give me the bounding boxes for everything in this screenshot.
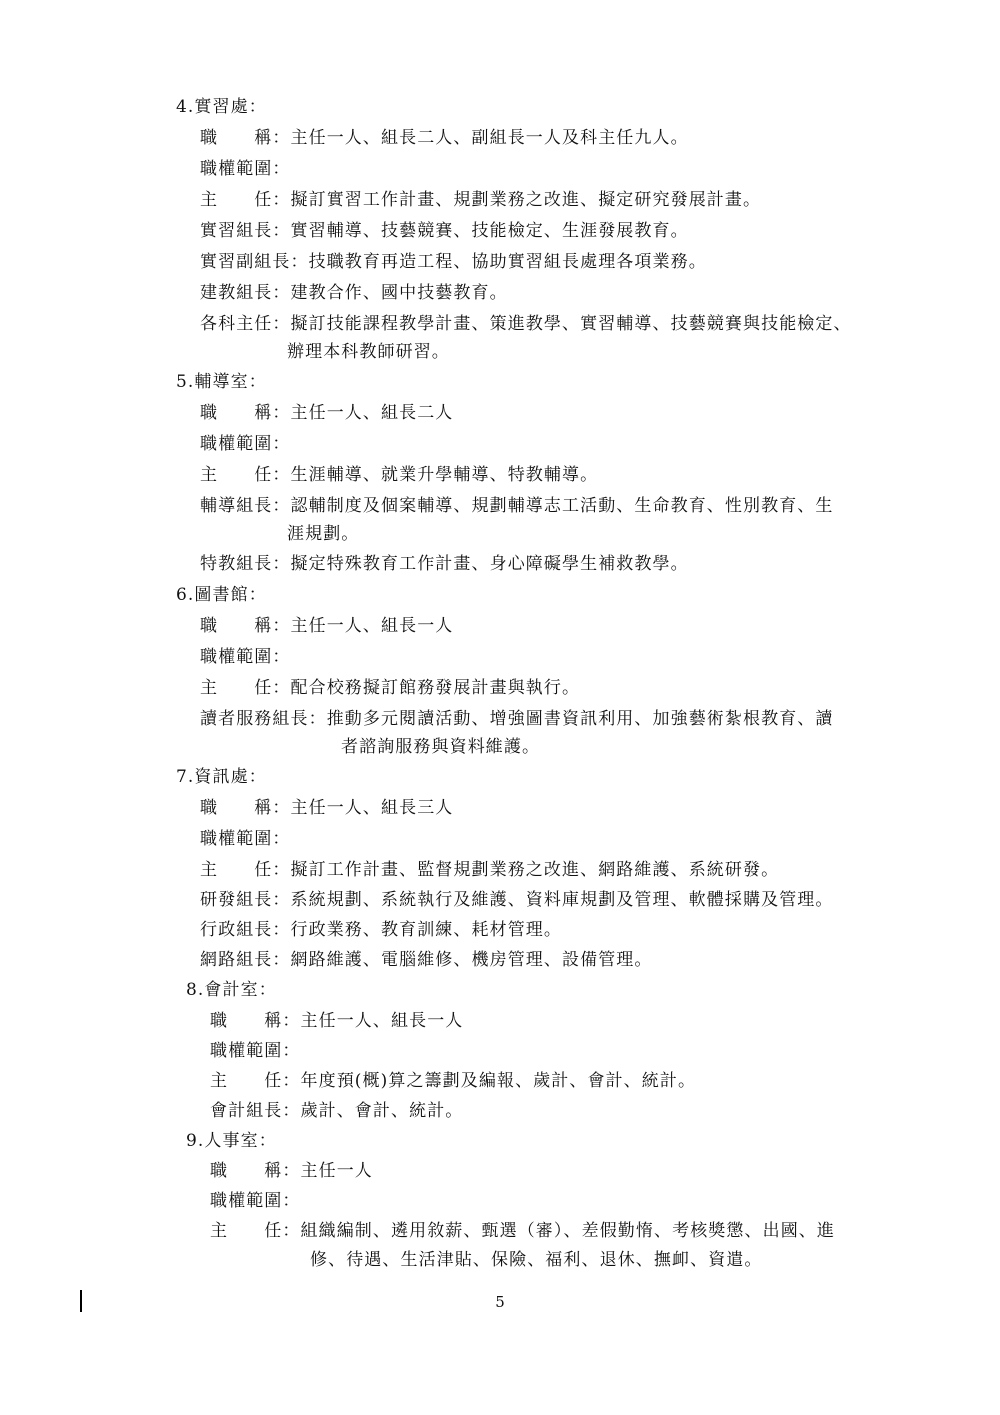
accounting-office-scope-heading: 職權範圍： — [210, 1041, 301, 1061]
section-heading-personnel-office: 9.人事室： — [186, 1131, 277, 1151]
counseling-office-director-duties: 主 任：生涯輔導、就業升學輔導、特教輔導。 — [200, 465, 599, 485]
section-heading-accounting-office: 8.會計室： — [186, 980, 277, 1000]
practice-section-chief-duties: 實習組長：實習輔導、技藝競賽、技能檢定、生涯發展教育。 — [200, 221, 689, 241]
section-heading-practice-office: 4.實習處： — [176, 97, 267, 117]
personnel-office-director-duties-continued: 修、待遇、生活津貼、保險、福利、退休、撫卹、資遣。 — [310, 1250, 763, 1270]
research-development-chief-duties: 研發組長：系統規劃、系統執行及維護、資料庫規劃及管理、軟體採購及管理。 — [200, 890, 834, 910]
practice-office-director-duties: 主 任：擬訂實習工作計畫、規劃業務之改進、擬定研究發展計畫。 — [200, 190, 762, 210]
information-office-director-duties: 主 任：擬訂工作計畫、監督規劃業務之改進、網路維護、系統研發。 — [200, 860, 780, 880]
counseling-office-scope-heading: 職權範圍： — [200, 434, 291, 454]
reader-services-chief-duties-continued: 者諮詢服務與資料維護。 — [341, 737, 541, 757]
practice-deputy-chief-duties: 實習副組長：技職教育再造工程、協助實習組長處理各項業務。 — [200, 252, 707, 272]
library-director-duties: 主 任：配合校務擬訂館務發展計畫與執行。 — [200, 678, 581, 698]
library-titles: 職 稱：主任一人、組長一人 — [200, 616, 454, 636]
cooperative-education-chief-duties: 建教組長：建教合作、國中技藝教育。 — [200, 283, 508, 303]
page-number: 5 — [495, 1293, 505, 1311]
counseling-chief-duties: 輔導組長：認輔制度及個案輔導、規劃輔導志工活動、生命教育、性別教育、生 — [200, 496, 834, 516]
network-chief-duties: 網路組長：網路維護、電腦維修、機房管理、設備管理。 — [200, 950, 653, 970]
counseling-chief-duties-continued: 涯規劃。 — [287, 524, 360, 544]
accounting-chief-duties: 會計組長：歲計、會計、統計。 — [210, 1101, 464, 1121]
section-heading-information-office: 7.資訊處： — [176, 767, 267, 787]
practice-office-titles: 職 稱：主任一人、組長二人、副組長一人及科主任九人。 — [200, 128, 689, 148]
section-heading-library: 6.圖書館： — [176, 585, 267, 605]
personnel-office-director-duties: 主 任：組織編制、遴用敘薪、甄選（審）、差假勤惰、考核獎懲、出國、進 — [210, 1221, 835, 1241]
practice-office-scope-heading: 職權範圍： — [200, 159, 291, 179]
information-office-scope-heading: 職權範圍： — [200, 829, 291, 849]
accounting-office-director-duties: 主 任：年度預(概)算之籌劃及編報、歲計、會計、統計。 — [210, 1071, 697, 1091]
department-heads-duties-continued: 辦理本科教師研習。 — [287, 342, 450, 362]
special-education-chief-duties: 特教組長：擬定特殊教育工作計畫、身心障礙學生補救教學。 — [200, 554, 689, 574]
personnel-office-scope-heading: 職權範圍： — [210, 1191, 301, 1211]
personnel-office-titles: 職 稱：主任一人 — [210, 1161, 373, 1181]
information-office-titles: 職 稱：主任一人、組長三人 — [200, 798, 454, 818]
library-scope-heading: 職權範圍： — [200, 647, 291, 667]
counseling-office-titles: 職 稱：主任一人、組長二人 — [200, 403, 454, 423]
section-heading-counseling-office: 5.輔導室： — [176, 372, 267, 392]
department-heads-duties: 各科主任：擬訂技能課程教學計畫、策進教學、實習輔導、技藝競賽與技能檢定、 — [200, 314, 852, 334]
administration-chief-duties: 行政組長：行政業務、教育訓練、耗材管理。 — [200, 920, 562, 940]
accounting-office-titles: 職 稱：主任一人、組長一人 — [210, 1011, 464, 1031]
reader-services-chief-duties: 讀者服務組長：推動多元閱讀活動、增強圖書資訊利用、加強藝術紮根教育、讀 — [200, 709, 834, 729]
